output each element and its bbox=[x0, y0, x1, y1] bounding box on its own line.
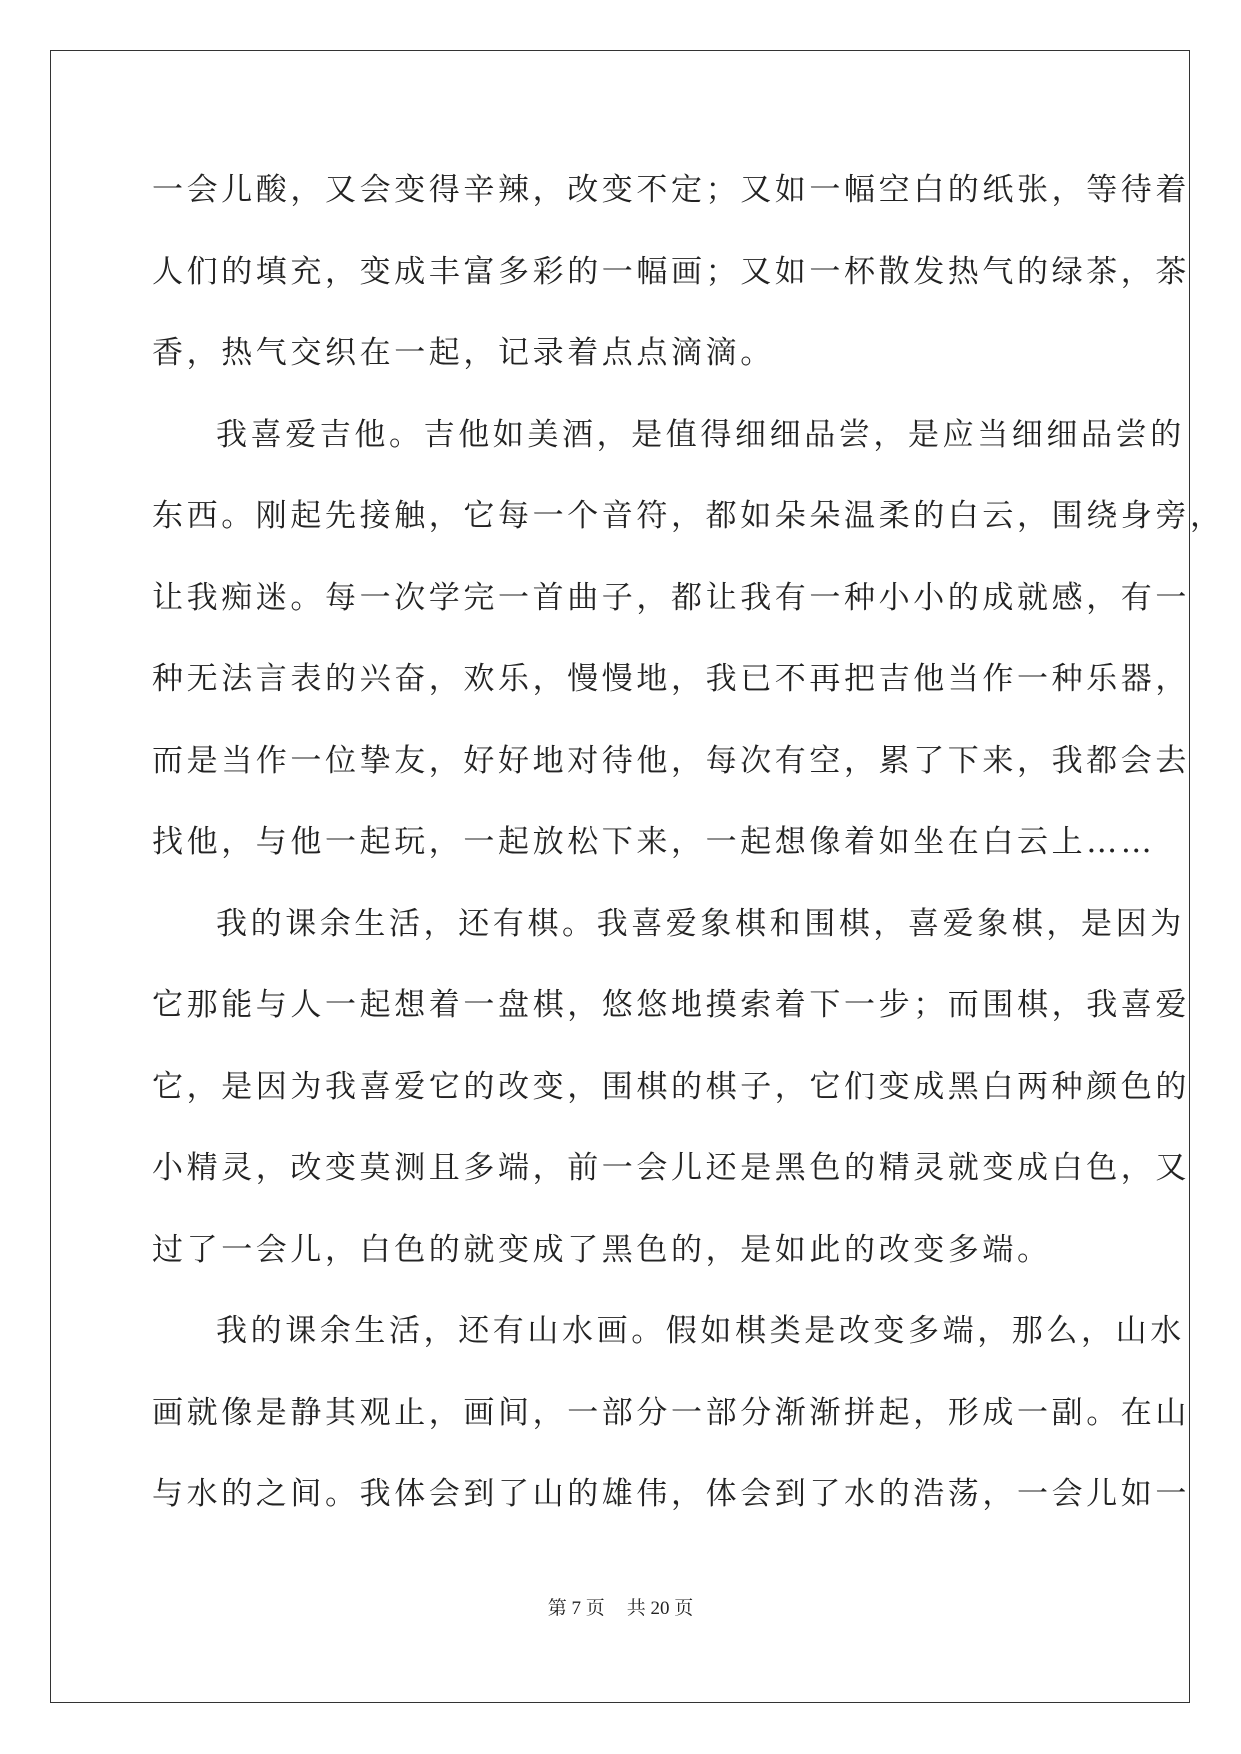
page-footer bbox=[0, 1593, 1241, 1620]
text-line-1: 一会儿酸，又会变得辛辣，改变不定；又如一幅空白的纸张，等待着 bbox=[152, 172, 1190, 208]
text-line-17: 与水的之间。我体会到了山的雄伟，体会到了水的浩荡，一会儿如一 bbox=[152, 1476, 1190, 1512]
page-total: 共 20 页 bbox=[626, 1598, 694, 1619]
text-line-11: 它那能与人一起想着一盘棋，悠悠地摸索着下一步；而围棋，我喜爱 bbox=[152, 987, 1190, 1023]
text-line-3: 香，热气交织在一起，记录着点点滴滴。 bbox=[152, 335, 775, 371]
text-line-15: 我的课余生活，还有山水画。假如棋类是改变多端，那么，山水 bbox=[216, 1313, 1185, 1349]
text-line-14: 过了一会儿，白色的就变成了黑色的，是如此的改变多端。 bbox=[152, 1231, 1052, 1268]
document-body bbox=[152, 165, 1225, 1551]
text-line-10: 我的课余生活，还有棋。我喜爱象棋和围棋，喜爱象棋，是因为 bbox=[216, 905, 1185, 942]
text-line-2: 人们的填充，变成丰富多彩的一幅画；又如一杯散发热气的绿茶，茶 bbox=[152, 253, 1190, 290]
text-line-7: 种无法言表的兴奋，欢乐，慢慢地，我已不再把吉他当作一种乐器， bbox=[152, 661, 1190, 697]
text-line-6: 让我痴迷。每一次学完一首曲子，都让我有一种小小的成就感，有一 bbox=[152, 579, 1190, 616]
text-line-4: 我喜爱吉他。吉他如美酒，是值得细细品尝，是应当细细品尝的 bbox=[216, 416, 1185, 453]
text-line-9: 找他，与他一起玩，一起放松下来，一起想像着如坐在白云上…… bbox=[152, 824, 1156, 860]
page-number: 第 7 页 bbox=[547, 1598, 605, 1619]
text-line-8: 而是当作一位挚友，好好地对待他，每次有空，累了下来，我都会去 bbox=[152, 742, 1190, 779]
text-line-13: 小精灵，改变莫测且多端，前一会儿还是黑色的精灵就变成白色，又 bbox=[152, 1150, 1190, 1186]
text-line-16: 画就像是静其观止，画间，一部分一部分渐渐拼起，形成一副。在山 bbox=[152, 1394, 1190, 1431]
text-line-12: 它，是因为我喜爱它的改变，围棋的棋子，它们变成黑白两种颜色的 bbox=[152, 1068, 1190, 1105]
text-line-5: 东西。刚起先接触，它每一个音符，都如朵朵温柔的白云，围绕身旁， bbox=[152, 498, 1225, 534]
